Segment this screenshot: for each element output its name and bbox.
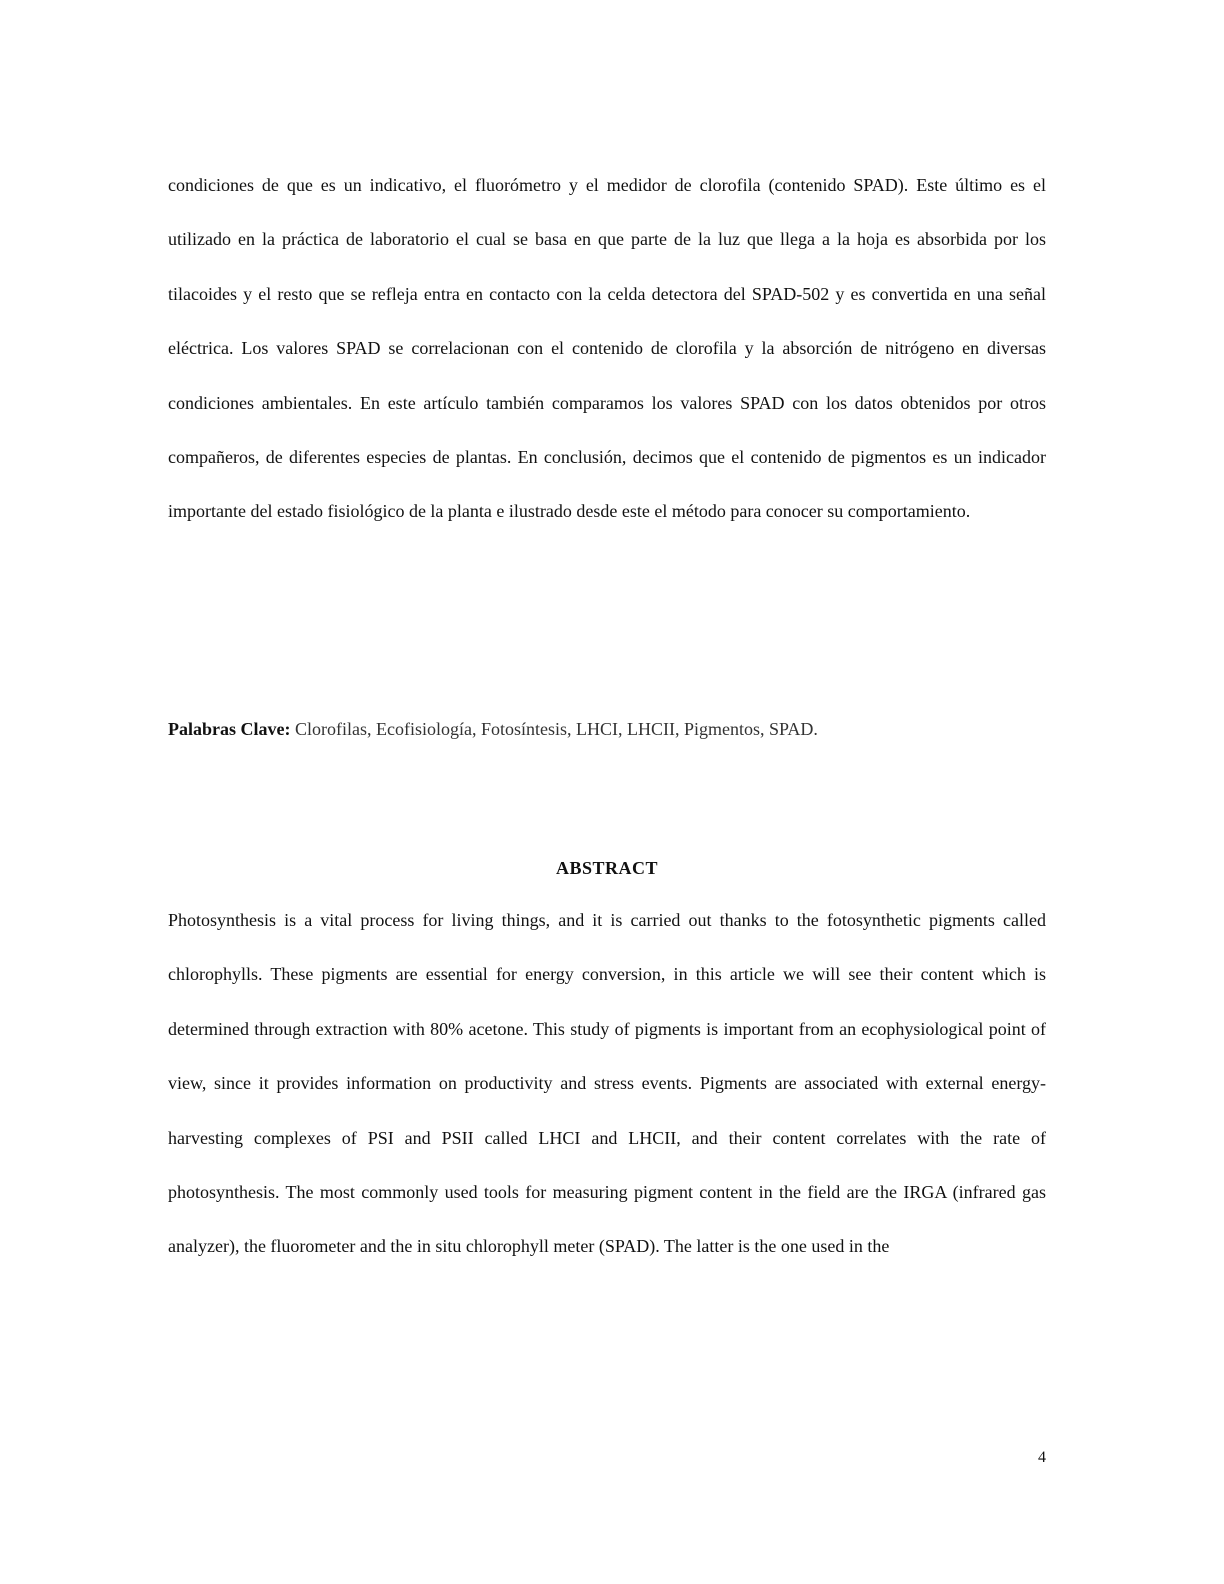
page-number: 4 bbox=[1038, 1449, 1046, 1466]
keywords-line bbox=[168, 702, 1046, 756]
resumen-paragraph: condiciones de que es un indicativo, el fluorómetro y el medidor de clorofila (contenido SPAD). Este último es el utilizado en la práctica de laboratorio el cual se basa en que parte de la luz que llega a la hoja es absorbida por los tilacoides y el resto que se refleja entra en contacto con la celda detectora del SPAD-502 y es convertida en una señal eléctrica. Los valores SPAD se correlacionan con el contenido de clorofila y la absorción de nitrógeno en diversas condiciones ambientales. En este artículo también comparamos los valores SPAD con los datos obtenidos por otros compañeros, de diferentes especies de plantas. En conclusión, decimos que el contenido de pigmentos es un indicador importante del estado fisiológico de la planta e ilustrado desde este el método para conocer su comportamiento. bbox=[168, 175, 1046, 522]
keywords-values: Clorofilas, Ecofisiología, Fotosíntesis, LHCI, LHCII, Pigmentos, SPAD. bbox=[290, 719, 818, 739]
keywords-label: Palabras Clave: bbox=[168, 719, 291, 739]
abstract-heading: ABSTRACT bbox=[555, 858, 659, 878]
abstract-paragraph: Photosynthesis is a vital process for living things, and it is carried out thanks to the fotosynthetic pigments called chlorophylls. These pigments are essential for energy conversion, in this article we will see their content which is determined through extraction with 80% acetone. This study of pigments is important from an ecophysiological point of view, since it provides information on productivity and stress events. Pigments are associated with external energy-harvesting complexes of PSI and PSII called LHCI and LHCII, and their content correlates with the rate of photosynthesis. The most commonly used tools for measuring pigment content in the field are the IRGA (infrared gas analyzer), the fluorometer and the in situ chlorophyll meter (SPAD). The latter is the one used in the bbox=[168, 910, 1046, 1257]
